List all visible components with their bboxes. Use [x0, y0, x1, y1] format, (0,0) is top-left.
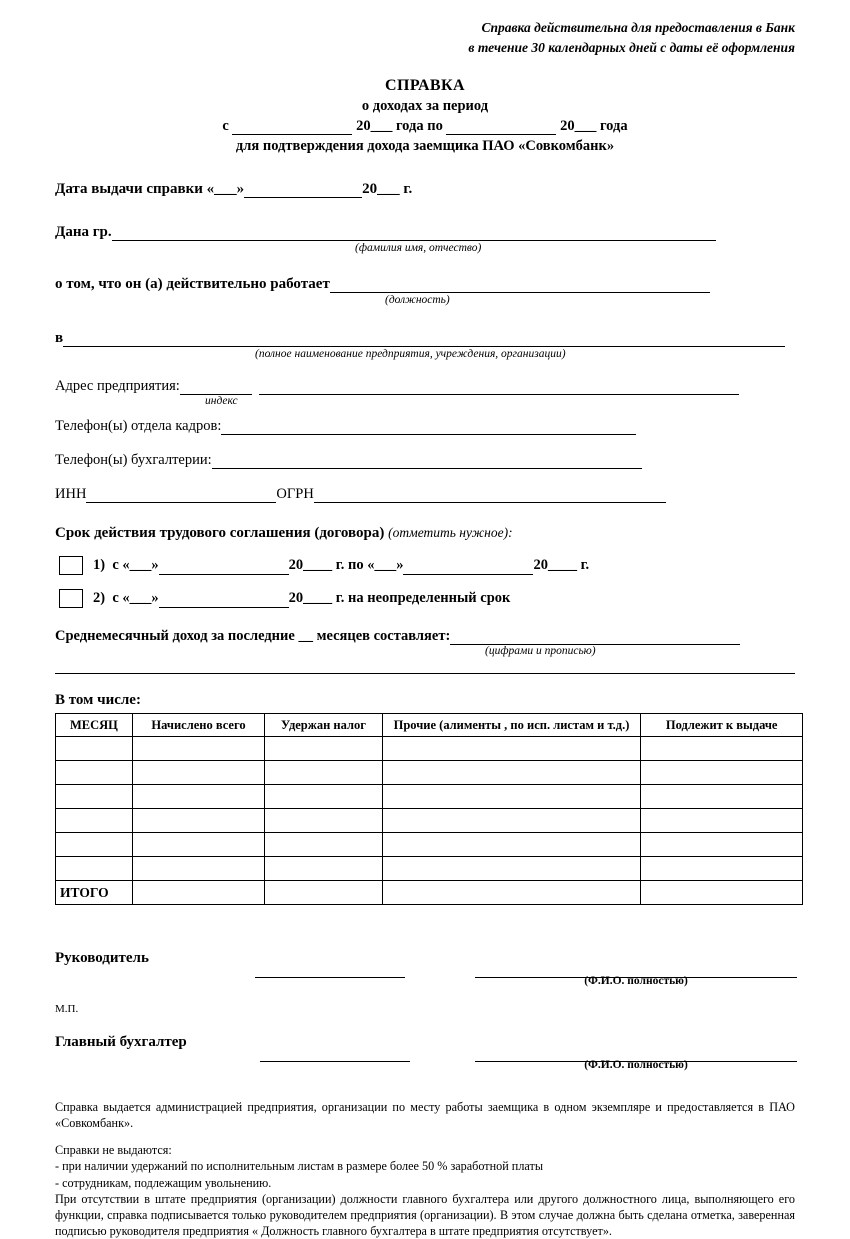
total-label: ИТОГО — [56, 881, 133, 905]
accounting-phone-row — [55, 452, 795, 469]
hr-phone-row — [55, 418, 795, 435]
income-table — [55, 713, 803, 905]
organization-input[interactable] — [63, 331, 785, 347]
cell-payable[interactable] — [641, 809, 803, 833]
cell-payable[interactable] — [641, 737, 803, 761]
income-table-header-1: Начислено всего — [132, 714, 264, 737]
table-row[interactable] — [56, 833, 803, 857]
address-index-input[interactable] — [180, 380, 252, 396]
inn-ogrn-row — [55, 486, 795, 503]
given-to-hint: (фамилия имя, отчество) — [355, 242, 482, 255]
footnote-1: Справка выдается администрацией предприятия, организации по месту работы заемщика в одном экземпляре и предоставляется в ПАО «Совкомбанк». — [55, 1100, 795, 1131]
title-block — [55, 77, 795, 155]
hr-phone-input[interactable] — [221, 420, 636, 436]
cell-month[interactable] — [56, 833, 133, 857]
organization-hint: (полное наименование предприятия, учреждения, организации) — [255, 348, 566, 361]
cell-tax[interactable] — [265, 857, 383, 881]
average-income-hint: (цифрами и прописью) — [485, 645, 596, 658]
in-that-number-label: В том числе: — [55, 692, 141, 709]
cell-other[interactable] — [382, 737, 641, 761]
position-hint: (должность) — [385, 294, 450, 307]
position-row — [55, 276, 795, 293]
organization-row — [55, 330, 795, 347]
address-row — [55, 378, 795, 395]
cell-other[interactable] — [382, 785, 641, 809]
period-prefix: с — [222, 118, 229, 135]
document-body — [55, 18, 795, 1239]
cell-month[interactable] — [56, 761, 133, 785]
director-signature-row — [55, 949, 795, 975]
accountant-label: Главный бухгалтер — [55, 1034, 187, 1051]
cell-payable[interactable] — [641, 857, 803, 881]
cell-accrued[interactable] — [132, 809, 264, 833]
footnote-4: - сотрудникам, подлежащим увольнению. — [55, 1175, 272, 1190]
contract-option-1-text-c: 20____ г. — [533, 556, 590, 573]
stamp-marker: М.П. — [55, 1003, 79, 1016]
issue-date-year: 20___ г. — [362, 181, 413, 198]
address-index-hint: индекс — [205, 395, 238, 408]
header-note — [55, 18, 795, 57]
cell-month[interactable] — [56, 737, 133, 761]
cell-tax[interactable] — [265, 785, 383, 809]
footnote-2: Справки не выдаются: — [55, 1143, 172, 1158]
income-table-body — [56, 737, 803, 905]
director-label: Руководитель — [55, 950, 149, 967]
contract-option-1-start-input[interactable] — [159, 560, 289, 576]
org-label: в — [55, 330, 64, 347]
average-income-label: Среднемесячный доход за последние __ месяцев составляет: — [55, 628, 451, 645]
cell-other[interactable] — [382, 833, 641, 857]
contract-term-hint: (отметить нужное): — [388, 525, 513, 541]
contract-option-1-number: 1) — [93, 556, 106, 573]
contract-option-2-checkbox[interactable] — [59, 589, 83, 608]
cell-month[interactable] — [56, 785, 133, 809]
cell-month[interactable] — [56, 857, 133, 881]
ogrn-label: ОГРН — [276, 486, 314, 503]
position-input[interactable] — [330, 277, 710, 293]
contract-option-2-number: 2) — [93, 589, 106, 606]
issue-date-label: Дата выдачи справки «___» — [55, 181, 245, 198]
income-table-header-4: Подлежит к выдаче — [641, 714, 803, 737]
director-name-caption: (Ф.И.О. полностью) — [584, 975, 688, 988]
cell-tax[interactable] — [265, 809, 383, 833]
issue-date-blank[interactable] — [244, 182, 362, 198]
inn-label: ИНН — [55, 486, 87, 503]
table-row[interactable] — [56, 857, 803, 881]
inn-input[interactable] — [86, 488, 276, 504]
period-year2: 20___ года — [560, 118, 628, 135]
cell-accrued[interactable] — [132, 737, 264, 761]
table-total-row[interactable] — [56, 881, 803, 905]
cell-accrued[interactable] — [132, 833, 264, 857]
contract-option-2-text-b: 20____ г. на неопределенный срок — [288, 589, 511, 606]
contract-option-1[interactable] — [59, 556, 795, 575]
period-end-blank[interactable] — [446, 120, 556, 136]
address-label: Адрес предприятия: — [55, 378, 180, 395]
table-row[interactable] — [56, 761, 803, 785]
document-subtitle: о доходах за период — [361, 98, 489, 115]
accountant-name-caption: (Ф.И.О. полностью) — [584, 1059, 688, 1072]
contract-option-2[interactable] — [59, 589, 795, 608]
footnotes — [55, 1099, 795, 1239]
table-row[interactable] — [56, 737, 803, 761]
contract-term-title — [55, 525, 795, 542]
contract-option-1-end-input[interactable] — [403, 560, 533, 576]
cell-tax[interactable] — [265, 737, 383, 761]
footnote-5: При отсутствии в штате предприятия (организации) должности главного бухгалтера или другого должностного лица, выполняющего его функции, справка подписывается только руководителем предприятия (организации). В этом случае должна быть сделана отметка, заверенная подписью руководителя предприятия « Должность главного бухгалтера в штате предприятия отсутствует». — [55, 1191, 795, 1238]
contract-option-1-checkbox[interactable] — [59, 556, 83, 575]
document-title: СПРАВКА — [385, 77, 465, 95]
average-income-input-2[interactable] — [55, 661, 795, 674]
cell-month[interactable] — [56, 809, 133, 833]
contract-term-label: Срок действия трудового соглашения (договора) — [55, 525, 385, 542]
table-row[interactable] — [56, 785, 803, 809]
income-table-header-0: МЕСЯЦ — [56, 714, 133, 737]
cell-accrued[interactable] — [132, 761, 264, 785]
period-year1: 20___ года по — [356, 118, 443, 135]
total-payable[interactable] — [641, 881, 803, 905]
average-income-row — [55, 628, 795, 645]
accounting-phone-label: Телефон(ы) бухгалтерии: — [55, 452, 212, 469]
accounting-phone-input[interactable] — [212, 454, 642, 470]
ogrn-input[interactable] — [314, 488, 666, 504]
hr-phone-label: Телефон(ы) отдела кадров: — [55, 418, 222, 435]
given-to-input[interactable] — [112, 225, 716, 241]
cell-other[interactable] — [382, 761, 641, 785]
header-note-line1: Справка действительна для предоставления в Банк — [481, 20, 795, 35]
header-note-line2: в течение 30 календарных дней с даты её оформления — [468, 39, 795, 55]
contract-option-1-text-b: 20____ г. по «___» — [288, 556, 404, 573]
period-start-blank[interactable] — [232, 120, 352, 136]
issue-date-row — [55, 181, 795, 198]
given-to-label: Дана гр. — [55, 224, 112, 241]
income-table-header-row — [56, 714, 803, 737]
address-input[interactable] — [259, 380, 739, 396]
cell-other[interactable] — [382, 809, 641, 833]
footnote-3: - при наличии удержаний по исполнительным листам в размере более 50 % заработной платы — [55, 1159, 544, 1174]
cell-payable[interactable] — [641, 785, 803, 809]
works-label: о том, что он (а) действительно работает — [55, 276, 330, 293]
cell-other[interactable] — [382, 857, 641, 881]
income-table-header-3: Прочие (алименты , по исп. листам и т.д.) — [382, 714, 641, 737]
cell-tax[interactable] — [265, 761, 383, 785]
contract-option-2-start-input[interactable] — [159, 593, 289, 609]
total-tax[interactable] — [265, 881, 383, 905]
table-row[interactable] — [56, 809, 803, 833]
cell-payable[interactable] — [641, 761, 803, 785]
contract-option-2-text-a: с «___» — [112, 589, 159, 606]
cell-payable[interactable] — [641, 833, 803, 857]
document-period — [55, 118, 795, 135]
contract-option-1-text-a: с «___» — [112, 556, 159, 573]
income-table-header-2: Удержан налог — [265, 714, 383, 737]
cell-tax[interactable] — [265, 833, 383, 857]
cell-accrued[interactable] — [132, 857, 264, 881]
document-purpose: для подтверждения дохода заемщика ПАО «Совкомбанк» — [235, 138, 615, 155]
total-accrued[interactable] — [132, 881, 264, 905]
total-other[interactable] — [382, 881, 641, 905]
average-income-input[interactable] — [450, 630, 740, 646]
accountant-signature-row — [55, 1033, 795, 1059]
cell-accrued[interactable] — [132, 785, 264, 809]
given-to-row — [55, 224, 795, 241]
